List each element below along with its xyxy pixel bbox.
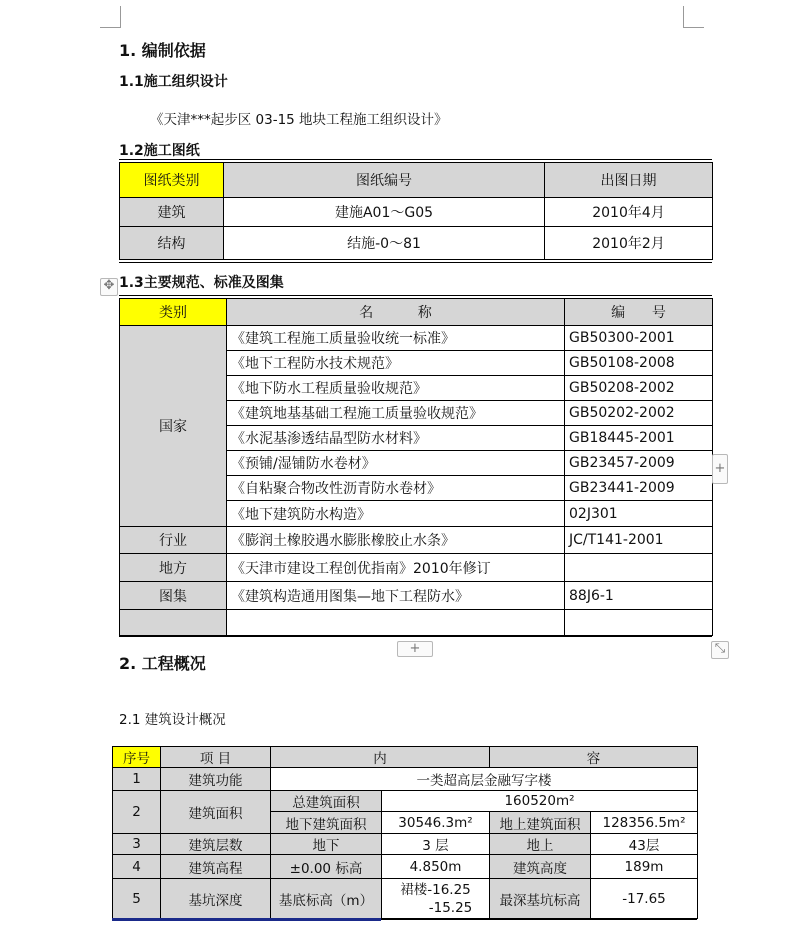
header-cell: 内: [271, 747, 490, 768]
cell: GB18445-2001: [565, 426, 713, 451]
cell: GB50108-2008: [565, 351, 713, 376]
cell: 《建筑地基基础工程施工质量验收规范》: [227, 401, 565, 426]
cell: [565, 554, 713, 582]
table-row: [120, 326, 713, 351]
table-header-row: [120, 163, 713, 198]
section-1-1-heading: 1.1施工组织设计: [119, 74, 228, 90]
cell: 30546.3m²: [382, 812, 490, 834]
cell: 建筑层数: [161, 834, 271, 855]
cell: 4: [113, 855, 161, 879]
cell: 《建筑构造通用图集—地下工程防水》: [227, 582, 565, 610]
cell: [565, 610, 713, 636]
cell: 建施A01～G05: [224, 198, 545, 227]
category-cell-industry: 行业: [120, 527, 227, 554]
table-rule: [119, 636, 712, 637]
cell: GB50208-2002: [565, 376, 713, 401]
cell: 基坑深度: [161, 879, 271, 919]
cell: [227, 610, 565, 636]
cell: 结构: [120, 227, 224, 260]
cell: 189m: [591, 855, 698, 879]
table-row: [113, 791, 698, 812]
table-row: [120, 582, 713, 610]
cell: 2010年4月: [545, 198, 713, 227]
construction-design-title: 《天津***起步区 03-15 地块工程施工组织设计》: [150, 112, 448, 128]
table-row: [120, 610, 713, 636]
bottom-elevation-line-1: 裙楼-16.25: [400, 881, 471, 898]
drawings-table: [119, 162, 713, 260]
add-row-button[interactable]: +: [397, 641, 433, 657]
cell: 结施-0～81: [224, 227, 545, 260]
cell: 地上建筑面积: [490, 812, 591, 834]
cell: 4.850m: [382, 855, 490, 879]
cell: 02J301: [565, 501, 713, 527]
table-row: [113, 855, 698, 879]
cell: 160520m²: [382, 791, 698, 812]
cell: 43层: [591, 834, 698, 855]
cell: 《膨润土橡胶遇水膨胀橡胶止水条》: [227, 527, 565, 554]
table-row: [113, 768, 698, 791]
cell: 《预铺/湿铺防水卷材》: [227, 451, 565, 476]
cell: 建筑高程: [161, 855, 271, 879]
category-cell-atlas: 图集: [120, 582, 227, 610]
header-cell: 类别: [120, 299, 227, 326]
cell: 总建筑面积: [271, 791, 382, 812]
cell: 2010年2月: [545, 227, 713, 260]
cell: 建筑高度: [490, 855, 591, 879]
cell: 3 层: [382, 834, 490, 855]
header-cell: 编 号: [565, 299, 713, 326]
cell: 128356.5m²: [591, 812, 698, 834]
cell: 地上: [490, 834, 591, 855]
header-cell: 名 称: [227, 299, 565, 326]
table-bottom-rule: [381, 918, 697, 920]
table-rule: [119, 159, 712, 160]
cell: 建筑: [120, 198, 224, 227]
cell: 88J6-1: [565, 582, 713, 610]
table-row: [120, 527, 713, 554]
section-1-2-heading: 1.2施工图纸: [119, 143, 200, 159]
cell: 基底标高（m）: [271, 879, 382, 919]
category-cell-national: 国家: [120, 326, 227, 527]
bottom-elevation-line-2: -15.25: [428, 899, 473, 916]
table-row: [120, 554, 713, 582]
cell: 建筑功能: [161, 768, 271, 791]
cell: 3: [113, 834, 161, 855]
section-1-heading: 1. 编制依据: [119, 41, 206, 60]
table-header-row: [120, 299, 713, 326]
cell: 2: [113, 791, 161, 834]
cell: JC/T141-2001: [565, 527, 713, 554]
cell: GB50300-2001: [565, 326, 713, 351]
table-rule: [119, 262, 712, 263]
cell: [382, 879, 490, 919]
page-corner-guide-right: [683, 6, 684, 27]
table-resize-icon[interactable]: ⤡: [711, 641, 729, 659]
header-cell: 容: [490, 747, 698, 768]
header-cell: 项 目: [161, 747, 271, 768]
cell: 《地下工程防水技术规范》: [227, 351, 565, 376]
section-2-1-heading: 2.1 建筑设计概况: [119, 712, 226, 728]
table-header-row: [113, 747, 698, 768]
cell: GB50202-2002: [565, 401, 713, 426]
cell: 最深基坑标高: [490, 879, 591, 919]
cell: 地下建筑面积: [271, 812, 382, 834]
table-move-icon[interactable]: ✥: [100, 278, 118, 296]
cell: [120, 610, 227, 636]
page-top-guide: [100, 27, 121, 28]
standards-table: [119, 298, 713, 636]
cell: ±0.00 标高: [271, 855, 382, 879]
cell: 《地下建筑防水构造》: [227, 501, 565, 527]
header-cell: 图纸编号: [224, 163, 545, 198]
header-cell: 出图日期: [545, 163, 713, 198]
table-rule: [119, 295, 712, 296]
table-row: [120, 198, 713, 227]
cell: 《天津市建设工程创优指南》2010年修订: [227, 554, 565, 582]
cell: -17.65: [591, 879, 698, 919]
building-overview-table: [112, 746, 698, 919]
table-row: [113, 834, 698, 855]
cell: GB23457-2009: [565, 451, 713, 476]
section-2-heading: 2. 工程概况: [119, 654, 206, 673]
cell: 5: [113, 879, 161, 919]
header-cell: 图纸类别: [120, 163, 224, 198]
table-bottom-rule: [112, 918, 381, 921]
cell: 《自粘聚合物改性沥青防水卷材》: [227, 476, 565, 501]
cell: 《建筑工程施工质量验收统一标准》: [227, 326, 565, 351]
cell: 地下: [271, 834, 382, 855]
cell: GB23441-2009: [565, 476, 713, 501]
table-row: [120, 227, 713, 260]
section-1-3-heading: 1.3主要规范、标准及图集: [119, 275, 284, 291]
header-cell: 序号: [113, 747, 161, 768]
cell: 1: [113, 768, 161, 791]
page-top-guide: [683, 27, 704, 28]
cell: 《水泥基渗透结晶型防水材料》: [227, 426, 565, 451]
cell: 《地下防水工程质量验收规范》: [227, 376, 565, 401]
add-column-button[interactable]: +: [712, 454, 728, 484]
table-row: [113, 879, 698, 919]
category-cell-local: 地方: [120, 554, 227, 582]
cell: 一类超高层金融写字楼: [271, 768, 698, 791]
page-corner-guide-left: [120, 6, 121, 27]
cell: 建筑面积: [161, 791, 271, 834]
